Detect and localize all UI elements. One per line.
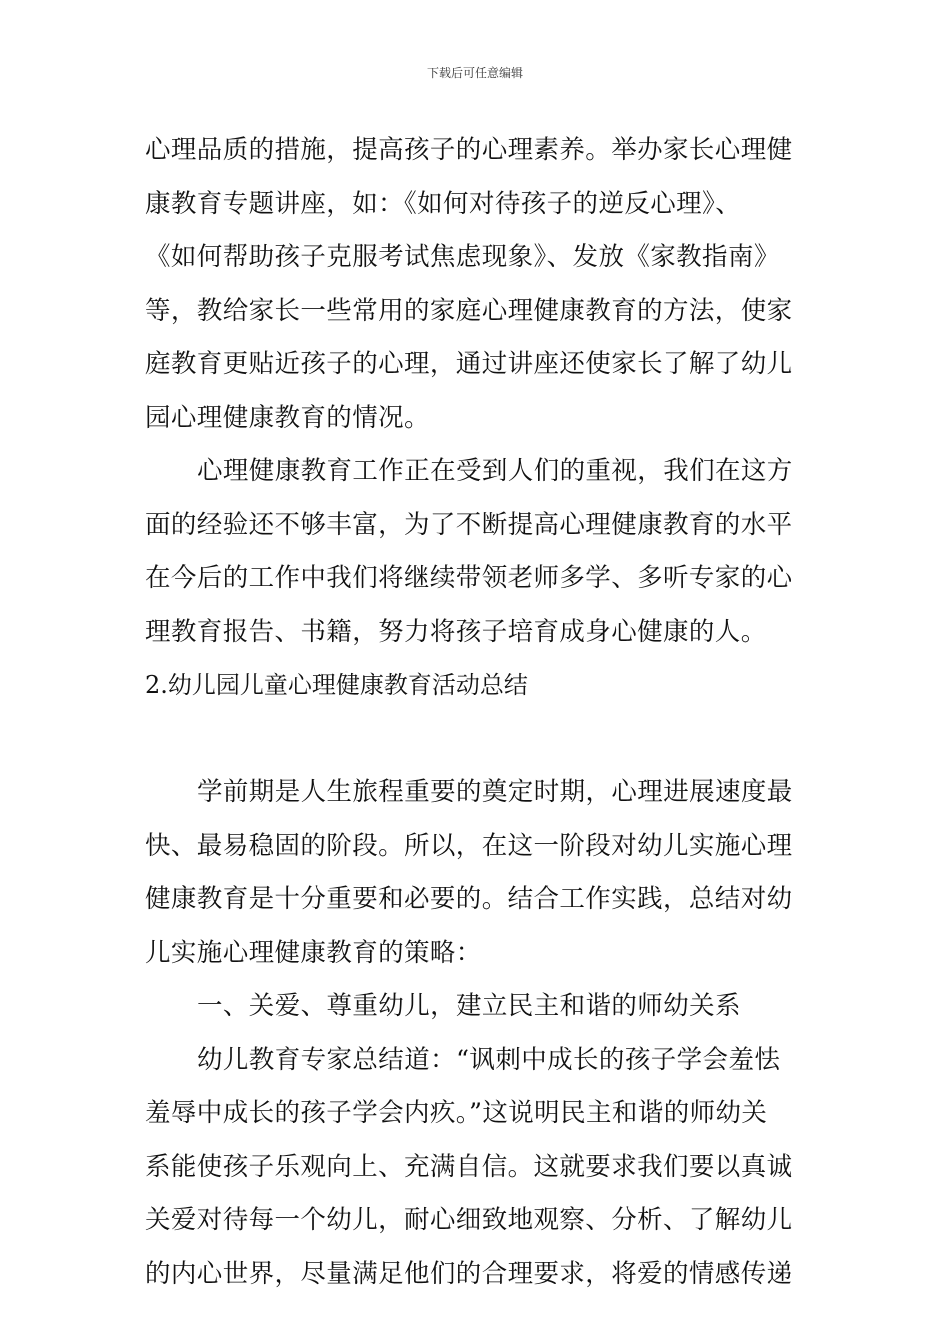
text-line: 心理品质的措施，提高孩子的心理素养。举办家长心理健 bbox=[145, 135, 793, 165]
text-line: 面的经验还不够丰富，为了不断提高心理健康教育的水平 bbox=[145, 509, 793, 540]
document-body bbox=[145, 124, 810, 1301]
text-line: 健康教育是十分重要和必要的。结合工作实践，总结对幼 bbox=[145, 884, 793, 914]
text-line: 关爱对待每一个幼儿，耐心细致地观察、分析、了解幼儿 bbox=[145, 1205, 793, 1235]
text-line: 等，教给家长一些常用的家庭心理健康教育的方法，使家 bbox=[145, 295, 793, 326]
page-header: 下载后可任意编辑 bbox=[426, 66, 523, 80]
paragraph-start-line: 幼儿教育专家总结道：“讽刺中成长的孩子学会羞怯 bbox=[197, 1044, 781, 1075]
subsection-heading: 一、关爱、尊重幼儿，建立民主和谐的师幼关系 bbox=[197, 991, 741, 1021]
text-line: 康教育专题讲座，如：《如何对待孩子的逆反心理》、 bbox=[145, 188, 742, 219]
text-line: 理教育报告、书籍，努力将孩子培育成身心健康的人。 bbox=[145, 616, 767, 647]
paragraph-start-line: 心理健康教育工作正在受到人们的重视，我们在这方 bbox=[197, 456, 793, 486]
text-line: 园心理健康教育的情况。 bbox=[145, 402, 430, 433]
text-line: 系能使孩子乐观向上、充满自信。这就要求我们要以真诚 bbox=[145, 1151, 793, 1182]
text-line: 《如何帮助孩子克服考试焦虑现象》、发放《家教指南》 bbox=[145, 242, 780, 272]
text-line: 羞辱中成长的孩子学会内疚。”这说明民主和谐的师幼关 bbox=[145, 1098, 768, 1128]
text-line: 庭教育更贴近孩子的心理，通过讲座还使家长了解了幼儿 bbox=[145, 349, 793, 379]
text-line: 快、最易稳固的阶段。所以，在这一阶段对幼儿实施心理 bbox=[145, 830, 793, 861]
text-line: 儿实施心理健康教育的策略： bbox=[145, 937, 482, 968]
blank-line bbox=[145, 713, 810, 767]
text-line: 在今后的工作中我们将继续带领老师多学、多听专家的心 bbox=[145, 563, 793, 593]
paragraph-start-line: 学前期是人生旅程重要的奠定时期，心理进展速度最 bbox=[197, 777, 793, 807]
section-title: 2.幼儿园儿童心理健康教育活动总结 bbox=[145, 671, 528, 699]
text-line: 的内心世界，尽量满足他们的合理要求，将爱的情感传递 bbox=[145, 1258, 793, 1289]
